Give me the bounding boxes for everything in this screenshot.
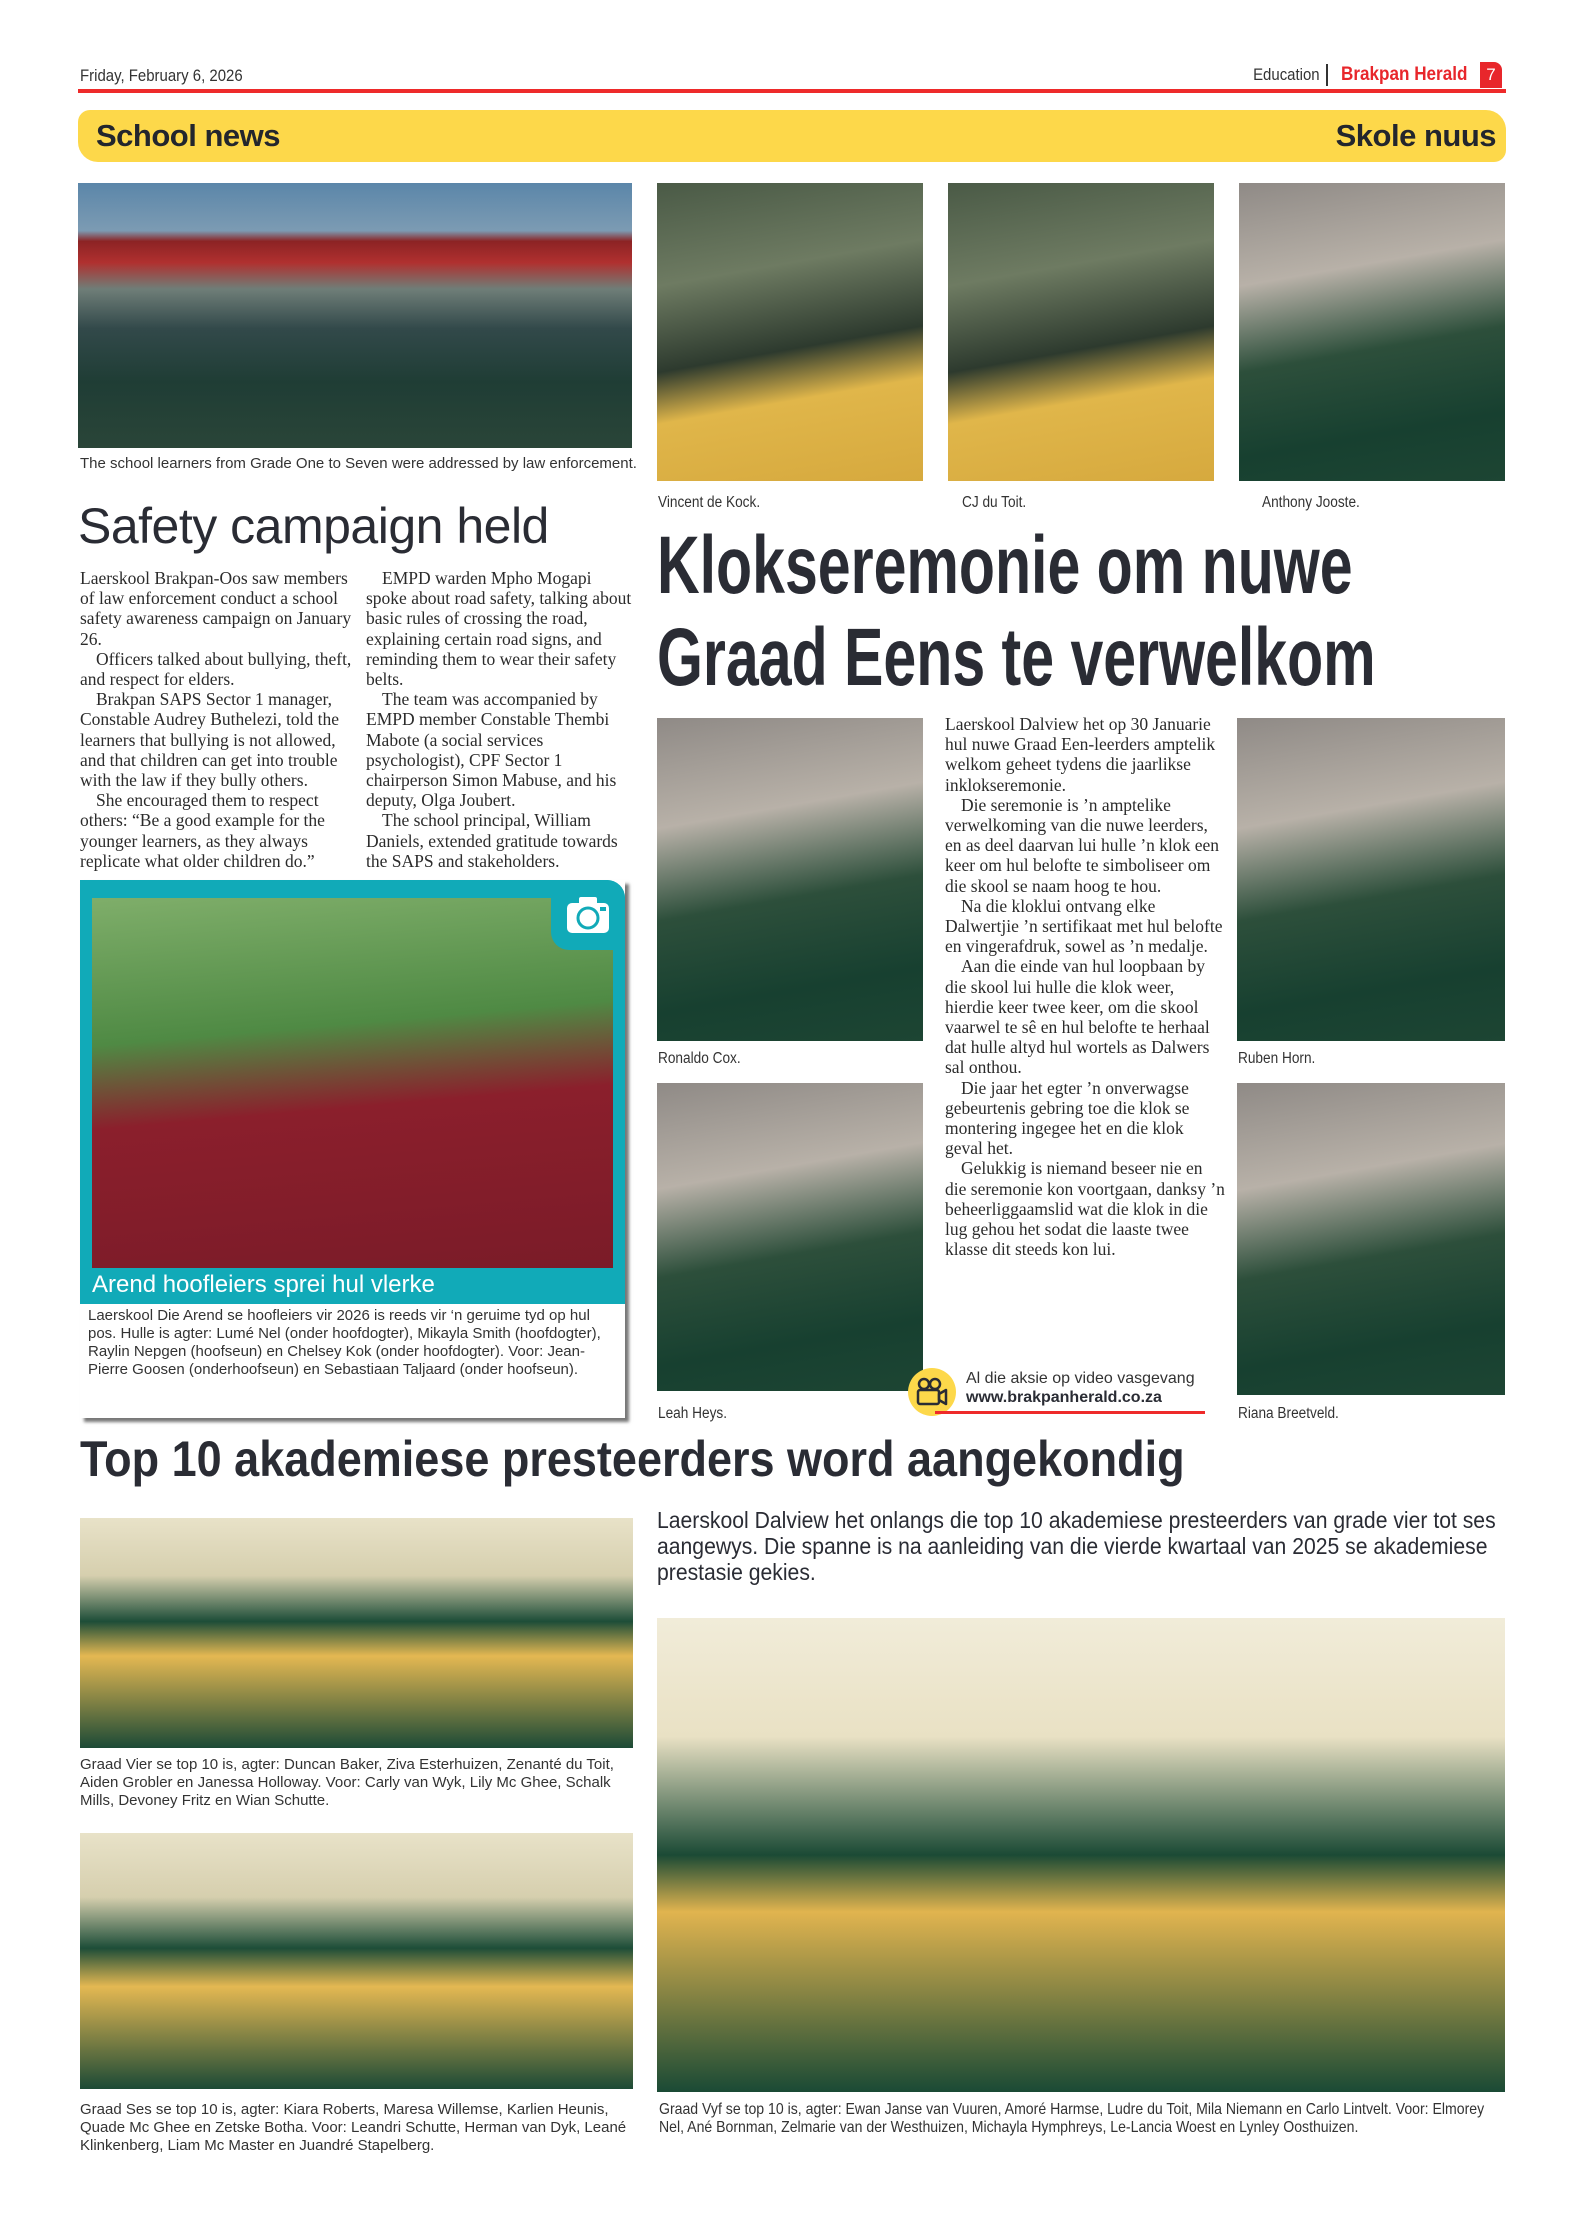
- paper-name: Brakpan Herald: [1340, 64, 1467, 85]
- safety-body-col1: [80, 568, 356, 871]
- photo-caption: Vincent de Kock.: [658, 494, 761, 511]
- paragraph: Die jaar het egter ’n onverwagse gebeurtenis gebring toe die klok se montering ingegee het en die klok geval het.: [945, 1077, 1190, 1159]
- page-number: 7: [1480, 62, 1502, 88]
- safety-body-col2: [366, 568, 636, 871]
- photo-caption: Riana Breetveld.: [1238, 1405, 1339, 1422]
- leaders-caption: Laerskool Die Arend se hoofleiers vir 2026 is reeds vir ‘n geruime tyd op hul pos. Hulle is agter: Lumé Nel (onder hoofdogter), Mikayla Smith (hoofdogter), Raylin Nepgen (hoofseun) en Chelsey Kok (onder hoofdogter). Voor: Jean-Pierre Goosen (onderhoofseun) en Sebastiaan Taljaard (onder hoofseun).: [88, 1307, 601, 1378]
- headline-line: Klokseremonie om nuwe: [657, 520, 1353, 611]
- top10-intro: Laerskool Dalview het onlangs die top 10 akademiese presteerders van grade vier tot ses aangewys. Die spanne is na aanleiding van die vierde kwartaal van 2025 se akademiese prestasie gekies.: [657, 1507, 1496, 1585]
- grade5-photo: [657, 1618, 1505, 2092]
- klok-headline: [657, 520, 1514, 704]
- paragraph: Gelukkig is niemand beseer nie en die seremonie kon voortgaan, danksy ’n beheerliggaamslid wat die klok in die lug gehou het sodat die laaste twee klasse dit steeds kon lui.: [945, 1158, 1225, 1260]
- paragraph: EMPD warden Mpho Mogapi spoke about road safety, talking about basic rules of crossing the road, explaining certain road signs, and reminding them to wear their safety belts.: [366, 568, 632, 690]
- headline-line: Graad Eens te verwelkom: [657, 612, 1376, 703]
- issue-date: Friday, February 6, 2026: [80, 66, 243, 85]
- safety-headline: Safety campaign held: [78, 498, 549, 554]
- klok-body: [945, 714, 1225, 1259]
- top10-headline: Top 10 akademiese presteerders word aangekondig: [80, 1431, 1185, 1487]
- masthead-right: [1244, 62, 1502, 88]
- assembly-photo: [78, 183, 632, 448]
- assembly-photo-caption: The school learners from Grade One to Seven were addressed by law enforcement.: [80, 455, 637, 472]
- photo-vincent: [657, 183, 923, 481]
- photo-anthony: [1239, 183, 1505, 481]
- paragraph: Na die kloklui ontvang elke Dalwertjie ’n sertifikaat met hul belofte en vingerafdruk, sowel as ’n medalje.: [945, 895, 1223, 957]
- leaders-photo: [92, 898, 613, 1275]
- photo-cj: [948, 183, 1214, 481]
- section-banner: [78, 110, 1506, 162]
- grade5-caption: Graad Vyf se top 10 is, agter: Ewan Janse van Vuuren, Amoré Harmse, Ludre du Toit, Mila Niemann en Carlo Lintvelt. Voor: Elmorey Nel, Ané Bornman, Zelmarie van der Westhuizen, Michayla Hymphreys, Le-Lancia Woest en Lynley Oosthuizen.: [659, 2101, 1485, 2136]
- paragraph: Laerskool Brakpan-Oos saw members of law enforcement conduct a school safety awareness campaign on January 26.: [80, 568, 352, 649]
- camera-icon: [551, 880, 625, 950]
- video-camera-icon: [908, 1368, 956, 1416]
- masthead-divider: [1326, 64, 1328, 86]
- video-promo-text: Al die aksie op video vasgevang: [966, 1370, 1195, 1387]
- photo-caption: Ronaldo Cox.: [658, 1050, 741, 1067]
- paragraph: She encouraged them to respect others: “Be a good example for the younger learners, as they always replicate what older children do.”: [80, 790, 325, 871]
- grade4-photo: [80, 1518, 633, 1748]
- photo-leah: [657, 1083, 923, 1391]
- grade4-caption: Graad Vier se top 10 is, agter: Duncan Baker, Ziva Esterhuizen, Zenanté du Toit, Aiden Grobler en Janessa Holloway. Voor: Carly van Wyk, Lily Mc Ghee, Schalk Mills, Devoney Fritz en Wian Schutte.: [80, 1756, 614, 1809]
- paragraph: The school principal, William Daniels, extended gratitude towards the SAPS and stakeholders.: [366, 810, 618, 871]
- paragraph: Aan die einde van hul loopbaan by die skool lui hulle die klok weer, hierdie keer twee keer, om die skool vaarwel te sê en hul belofte te herhaal dat hulle altyd hul wortels as Dalwers sal onthou.: [945, 956, 1210, 1078]
- paragraph: The team was accompanied by EMPD member Constable Thembi Mabote (a social services psychologist), CPF Sector 1 chairperson Simon Mabuse, and his deputy, Olga Joubert.: [366, 689, 617, 811]
- grade6-caption: Graad Ses se top 10 is, agter: Kiara Roberts, Maresa Willemse, Karlien Heunis, Quade Mc Ghee en Zetske Botha. Voor: Leandri Schutte, Herman van Dyk, Leané Klinkenberg, Liam Mc Master en Juandré Stapelberg.: [80, 2101, 627, 2154]
- masthead-rule: [78, 89, 1506, 93]
- banner-title-en: School news: [96, 118, 280, 153]
- leaders-title: Arend hoofleiers sprei hul vlerke: [80, 1268, 625, 1304]
- banner-title-af: Skole nuus: [1335, 118, 1496, 153]
- photo-ruben: [1237, 718, 1505, 1041]
- paragraph: Laerskool Dalview het op 30 Januarie hul nuwe Graad Een-leerders amptelik welkom geheet tydens die jaarlikse inklokseremonie.: [945, 714, 1216, 795]
- video-promo-rule: [935, 1411, 1205, 1414]
- website-link[interactable]: www.brakpanherald.co.za: [966, 1389, 1162, 1406]
- section-name: Education: [1252, 65, 1320, 84]
- photo-ronaldo: [657, 718, 923, 1041]
- photo-caption: CJ du Toit.: [962, 494, 1027, 511]
- paragraph: Brakpan SAPS Sector 1 manager, Constable Audrey Buthelezi, told the learners that bullying is not allowed, and that children can get into trouble with the law if they bully others.: [80, 689, 340, 791]
- photo-caption: Leah Heys.: [658, 1405, 728, 1422]
- leaders-photo-frame: [80, 880, 625, 1275]
- grade6-photo: [80, 1833, 633, 2089]
- paragraph: Officers talked about bullying, theft, and respect for elders.: [80, 648, 352, 690]
- photo-caption: Anthony Jooste.: [1262, 494, 1360, 511]
- photo-caption: Ruben Horn.: [1238, 1050, 1316, 1067]
- photo-riana: [1237, 1083, 1505, 1395]
- paragraph: Die seremonie is ’n amptelike verwelkoming van die nuwe leerders, en as deel daarvan lui hulle ’n klok een keer om hul belofte te simboliseer om die skool se naam hoog te hou.: [945, 794, 1220, 896]
